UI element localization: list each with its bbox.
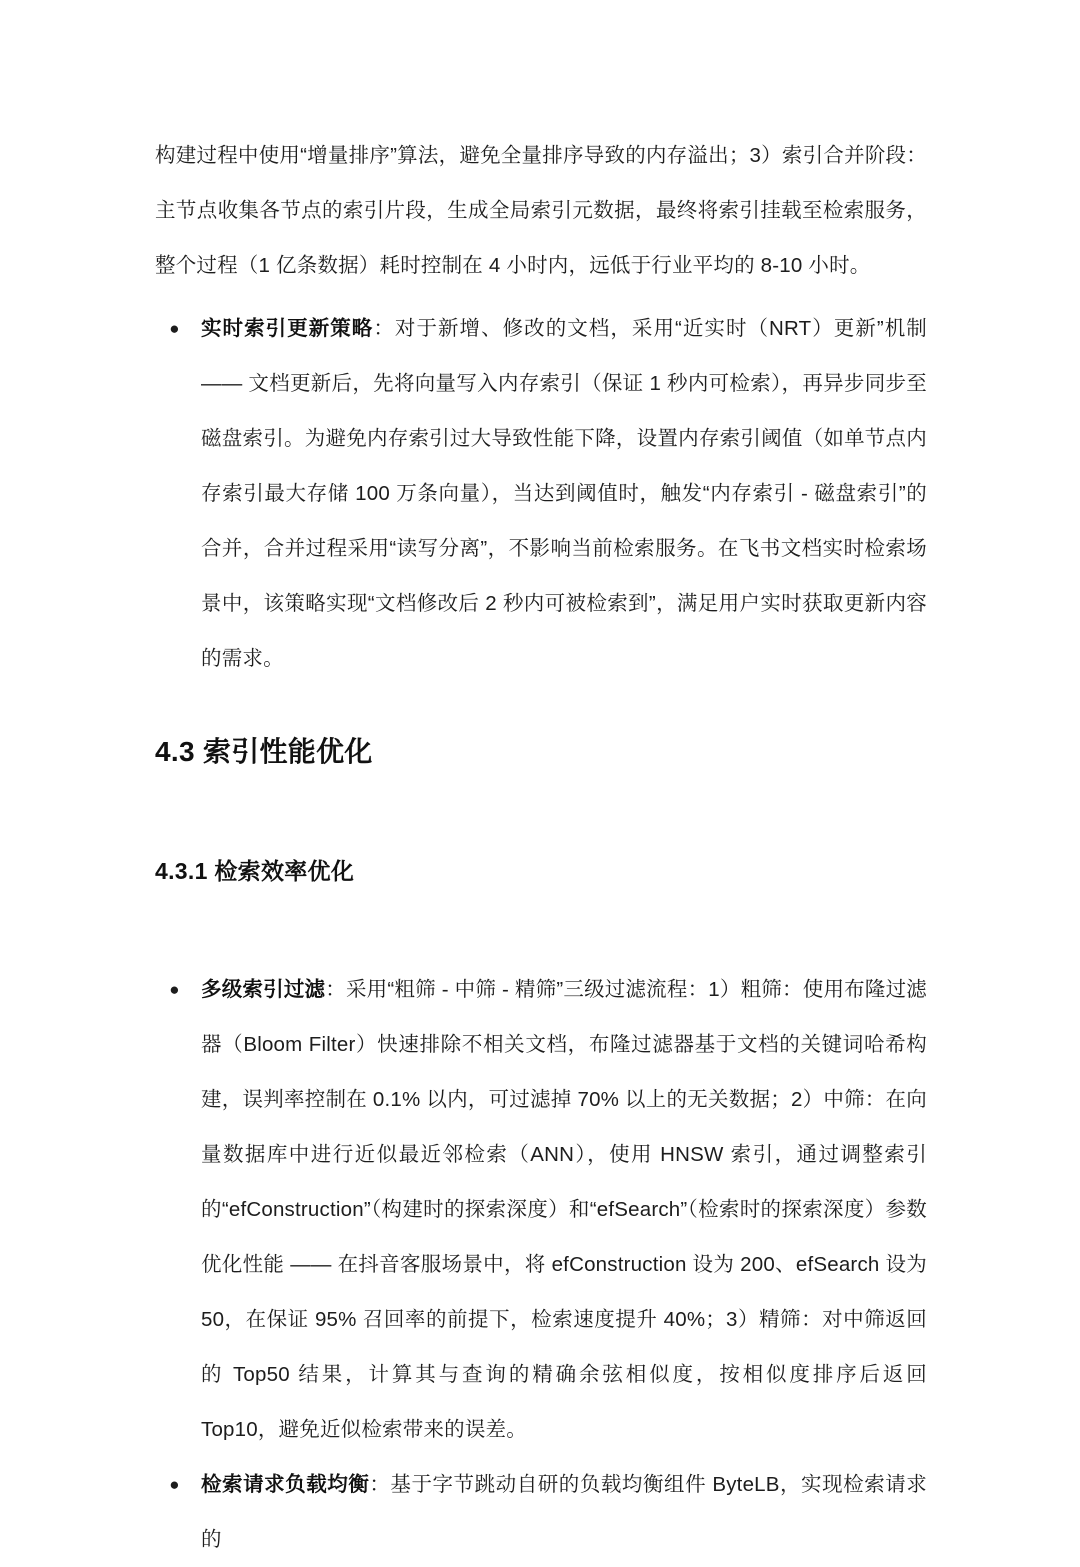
spacer-list-to-heading2 <box>155 686 927 732</box>
list-item-body-text: ：基于字节跳动自研的负载均衡组件 ByteLB，实现检索请求的 <box>201 1473 927 1551</box>
continuation-paragraph: 构建过程中使用“增量排序”算法，避免全量排序导致的内存溢出；3）索引合并阶段：主节点收集各节点的索引片段，生成全局索引元数据，最终将索引挂载至检索服务，整个过程（1 亿条数据）耗时控制在 4 小时内，远低于行业平均的 8-10 小时。 <box>155 144 927 277</box>
bullet-dot-icon: ● <box>169 1475 180 1494</box>
bullet-dot-icon: ● <box>169 980 180 999</box>
spacer-heading2-to-heading3 <box>155 772 927 854</box>
list-item <box>155 962 927 1457</box>
section-heading-4-3: 4.3 索引性能优化 <box>155 736 373 767</box>
list-item-body-text: ：采用“粗筛 - 中筛 - 精筛”三级过滤流程：1）粗筛：使用布隆过滤器（Bloom Filter）快速排除不相关文档，布隆过滤器基于文档的关键词哈希构建，误判率控制在 0.1% 以内，可过滤掉 70% 以上的无关数据；2）中筛：在向量数据库中进行近似最近邻检索（ANN），使用 HNSW 索引，通过调整索引的“efConstruction”（构建时的探索深度）和“efSearch”（检索时的探索深度）参数优化性能 —— 在抖音客服场景中，将 efConstruction 设为 200、efSearch 设为 50，在保证 95% 召回率的前提下，检索速度提升 40%；3）精筛：对中筛返回的 Top50 结果，计算其与查询的精确余弦相似度，按相似度排序后返回 Top10，避免近似检索带来的误差。 <box>201 978 927 1441</box>
list-item <box>155 301 927 686</box>
bullet-dot-icon: ● <box>169 319 180 338</box>
list-item-lead-label: 多级索引过滤 <box>201 978 326 1001</box>
list-item <box>155 1457 927 1567</box>
spacer-heading3-to-list <box>155 888 927 962</box>
bullet-list-realtime-index <box>155 301 927 686</box>
document-content-column <box>155 128 927 1567</box>
list-item-lead-label: 检索请求负载均衡 <box>201 1473 370 1496</box>
list-item-lead-label: 实时索引更新策略 <box>201 317 374 340</box>
section-heading-4-3-1: 4.3.1 检索效率优化 <box>155 858 355 884</box>
spacer-paragraph-to-list <box>155 293 927 301</box>
bullet-list-retrieval-efficiency <box>155 962 927 1567</box>
list-item-body-text: ：对于新增、修改的文档，采用“近实时（NRT）更新”机制 —— 文档更新后，先将向量写入内存索引（保证 1 秒内可检索），再异步同步至磁盘索引。为避免内存索引过大导致性能下降，设置内存索引阈值（如单节点内存索引最大存储 100 万条向量），当达到阈值时，触发“内存索引 - 磁盘索引”的合并，合并过程采用“读写分离”，不影响当前检索服务。在飞书文档实时检索场景中，该策略实现“文档修改后 2 秒内可被检索到”，满足用户实时获取更新内容的需求。 <box>201 317 927 670</box>
